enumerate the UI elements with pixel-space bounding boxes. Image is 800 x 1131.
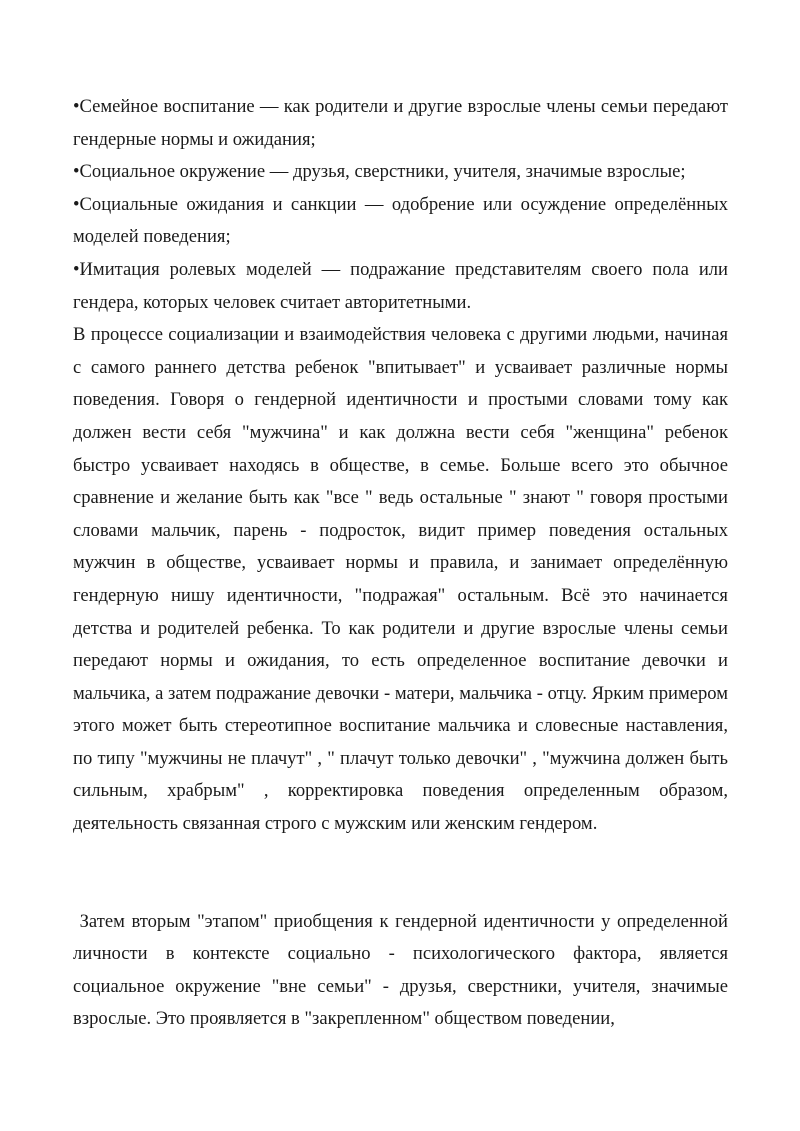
bullet-role-model-imitation: •Имитация ролевых моделей — подражание представителям своего пола или гендера, которых человек считает авторитетными. [73, 258, 728, 313]
bullet-family-upbringing: •Семейное воспитание — как родители и другие взрослые члены семьи передают гендерные нормы и ожидания; [73, 96, 728, 150]
bullet-social-expectations: •Социальные ожидания и санкции — одобрение или осуждение определённых моделей поведения; [73, 193, 728, 248]
body-paragraph-continued: Затем вторым "этапом" приобщения к гендерной идентичности у определенной личности в контексте социально - психологического фактора, является социальное окружение "вне семьи" - друзья, сверстники, учителя, значимые взрослые. Это проявляется в "закрепленном" обществом поведении, [73, 910, 733, 1030]
body-paragraph: В процессе социализации и взаимодействия человека с другими людьми, начиная с самого раннего детства ребенок "впитывает" и усваивает различные нормы поведения. Говоря о гендерной идентичности и простыми словами тому как должен вести себя "мужчина" и как должна вести себя "женщина" ребенок быстро усваивает находясь в обществе, в семье. Больше всего это обычное сравнение и желание быть как "все " ведь остальные " знают " говоря простыми словами мальчик, парень - подросток, видит пример поведения остальных мужчин в обществе, усваивает нормы и правила, и занимает определённую гендерную нишу идентичности, "подражая" остальным. Всё это начинается детства и родителей ребенка. То как родители и другие взрослые члены семьи передают нормы и ожидания, то есть определенное воспитание девочки и мальчика, а затем подражание девочки - матери, мальчика - отцу. Ярким примером этого может быть стереотипное воспитание мальчика и словесные наставления, по типу "мужчины не плачут" , " плачут только девочки" , "мужчина должен быть сильным, храбрым" , корректировка поведения определенным образом, деятельность связанная строго с мужским или женским гендером. [73, 324, 728, 835]
paragraph-spacer [73, 841, 728, 906]
bullet-social-environment: •Социальное окружение — друзья, сверстники, учителя, значимые взрослые; [73, 161, 686, 183]
